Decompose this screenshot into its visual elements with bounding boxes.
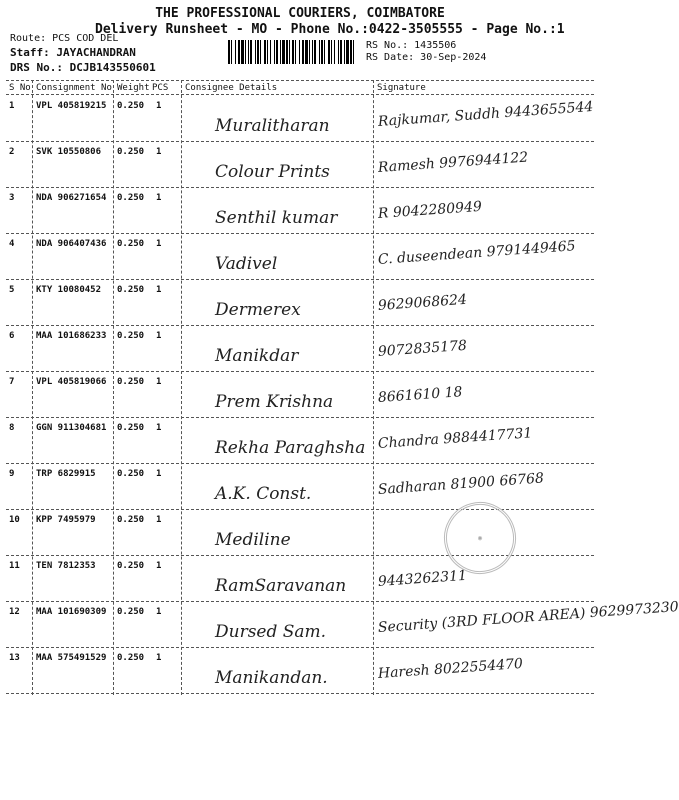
row-consignment-no: VPL 405819066 — [36, 377, 107, 387]
row-consignment-no: MAA 101686233 — [36, 331, 107, 341]
row-weight: 0.250 — [117, 285, 145, 295]
col-header-weight: Weight — [117, 83, 150, 93]
row-weight: 0.250 — [117, 331, 145, 341]
barcode-image — [228, 40, 358, 64]
row-pcs: 1 — [156, 331, 162, 341]
row-sno: 1 — [9, 101, 15, 111]
row-weight: 0.250 — [117, 239, 145, 249]
row-divider — [6, 601, 594, 602]
row-pcs: 1 — [156, 101, 162, 111]
row-sno: 3 — [9, 193, 15, 203]
row-sno: 10 — [9, 515, 20, 525]
staff-label: Staff: JAYACHANDRAN — [10, 46, 136, 59]
row-signature: Haresh 8022554470 — [377, 655, 524, 682]
row-divider — [6, 509, 594, 510]
row-sno: 5 — [9, 285, 15, 295]
row-divider — [6, 325, 594, 326]
row-weight: 0.250 — [117, 607, 145, 617]
row-consignee-name: Muralitharan — [215, 116, 330, 136]
row-signature: C. duseendean 9791449465 — [377, 238, 577, 268]
column-divider — [181, 80, 182, 695]
row-pcs: 1 — [156, 147, 162, 157]
row-consignment-no: SVK 10550806 — [36, 147, 102, 157]
row-sno: 6 — [9, 331, 15, 341]
row-signature: Chandra 9884417731 — [377, 425, 533, 452]
row-weight: 0.250 — [117, 147, 145, 157]
rs-date: RS Date: 30-Sep-2024 — [366, 52, 487, 63]
row-weight: 0.250 — [117, 193, 145, 203]
drs-number: DRS No.: DCJB143550601 — [10, 61, 156, 74]
row-pcs: 1 — [156, 653, 162, 663]
row-consignee-name: Colour Prints — [215, 162, 330, 182]
row-pcs: 1 — [156, 239, 162, 249]
row-consignee-name: Prem Krishna — [215, 392, 334, 412]
row-consignment-no: KTY 10080452 — [36, 285, 102, 295]
row-pcs: 1 — [156, 285, 162, 295]
column-divider — [32, 80, 33, 695]
row-divider — [6, 141, 594, 142]
row-consignee-name: Manikandan. — [215, 668, 328, 688]
row-signature: 9072835178 — [377, 337, 468, 360]
row-consignment-no: NDA 906271654 — [36, 193, 107, 203]
col-header-consignment: Consignment No — [36, 83, 112, 93]
row-signature: 9443262311 — [377, 567, 468, 590]
row-divider — [6, 187, 594, 188]
row-pcs: 1 — [156, 607, 162, 617]
row-weight: 0.250 — [117, 423, 145, 433]
row-pcs: 1 — [156, 423, 162, 433]
runsheet-subtitle: Delivery Runsheet - MO - Phone No.:0422-3505555 - Page No.:1 — [95, 22, 565, 37]
row-consignment-no: KPP 7495979 — [36, 515, 96, 525]
col-header-consignee: Consignee Details — [185, 83, 278, 93]
column-divider — [373, 80, 374, 695]
row-signature: R 9042280949 — [377, 198, 483, 222]
col-header-sno: S No — [9, 83, 31, 93]
row-divider — [6, 417, 594, 418]
row-weight: 0.250 — [117, 469, 145, 479]
row-sno: 11 — [9, 561, 20, 571]
row-consignment-no: MAA 101690309 — [36, 607, 107, 617]
row-pcs: 1 — [156, 469, 162, 479]
row-pcs: 1 — [156, 377, 162, 387]
row-sno: 8 — [9, 423, 15, 433]
col-header-pcs: PCS — [152, 83, 169, 93]
row-pcs: 1 — [156, 193, 162, 203]
row-signature: Ramesh 9976944122 — [377, 149, 529, 176]
row-divider — [6, 233, 594, 234]
row-sno: 2 — [9, 147, 15, 157]
row-consignment-no: MAA 575491529 — [36, 653, 107, 663]
row-weight: 0.250 — [117, 515, 145, 525]
route-label: Route: PCS COD DEL — [10, 33, 119, 44]
row-consignee-name: Rekha Paraghsha — [215, 438, 366, 458]
row-consignment-no: TEN 7812353 — [36, 561, 96, 571]
row-divider — [6, 693, 594, 694]
row-consignment-no: GGN 911304681 — [36, 423, 107, 433]
row-sno: 9 — [9, 469, 15, 479]
row-consignment-no: TRP 6829915 — [36, 469, 96, 479]
company-stamp: ◉ — [436, 494, 524, 582]
row-weight: 0.250 — [117, 653, 145, 663]
row-pcs: 1 — [156, 515, 162, 525]
row-consignee-name: Senthil kumar — [215, 208, 338, 228]
row-weight: 0.250 — [117, 561, 145, 571]
row-consignee-name: A.K. Const. — [215, 484, 312, 504]
row-signature: Rajkumar, Suddh 9443655544 — [377, 98, 594, 130]
column-divider — [113, 80, 114, 695]
row-consignee-name: Vadivel — [215, 254, 278, 274]
row-consignee-name: Dermerex — [215, 300, 301, 320]
row-divider — [6, 279, 594, 280]
row-weight: 0.250 — [117, 377, 145, 387]
rs-number: RS No.: 1435506 — [366, 40, 457, 51]
row-consignment-no: VPL 405819215 — [36, 101, 107, 111]
row-consignee-name: Dursed Sam. — [215, 622, 327, 642]
col-header-signature: Signature — [377, 83, 426, 93]
row-signature: Sadharan 81900 66768 — [377, 470, 545, 498]
row-consignee-name: RamSaravanan — [215, 576, 347, 596]
header-divider — [6, 94, 594, 95]
table-top-border — [6, 80, 594, 81]
row-signature: 9629068624 — [377, 291, 468, 314]
row-divider — [6, 647, 594, 648]
row-pcs: 1 — [156, 561, 162, 571]
row-sno: 13 — [9, 653, 20, 663]
row-divider — [6, 371, 594, 372]
row-signature: 8661610 18 — [377, 384, 463, 406]
company-title: THE PROFESSIONAL COURIERS, COIMBATORE — [155, 6, 445, 21]
row-consignee-name: Manikdar — [215, 346, 299, 366]
row-consignment-no: NDA 906407436 — [36, 239, 107, 249]
row-signature: Security (3RD FLOOR AREA) 9629973230 — [377, 598, 679, 636]
row-sno: 4 — [9, 239, 15, 249]
row-consignee-name: Mediline — [215, 530, 291, 550]
row-weight: 0.250 — [117, 101, 145, 111]
row-divider — [6, 463, 594, 464]
row-sno: 12 — [9, 607, 20, 617]
row-sno: 7 — [9, 377, 15, 387]
